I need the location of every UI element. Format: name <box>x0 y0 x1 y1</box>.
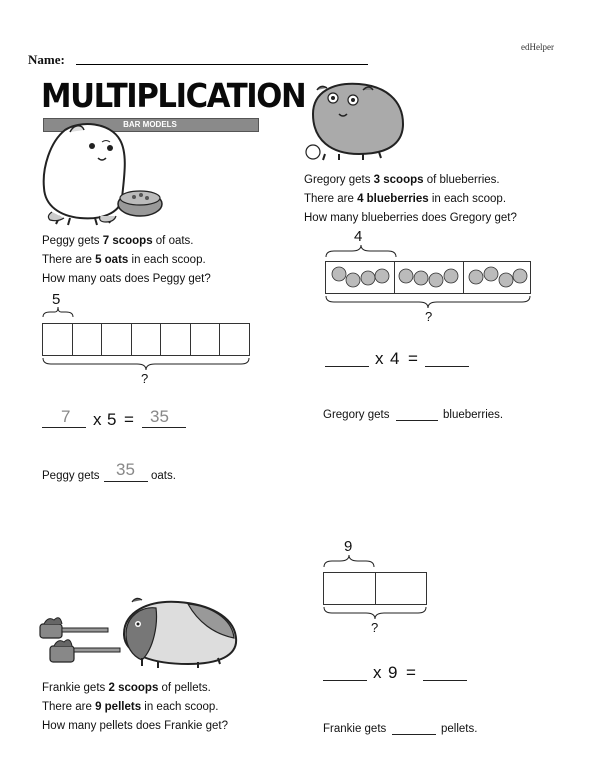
bar-cell <box>43 324 73 355</box>
problem3-line1: Frankie gets 2 scoops of pellets. <box>42 682 211 694</box>
problem2-bar-model <box>325 261 531 294</box>
problem2-times: x <box>375 349 384 368</box>
bar-cell <box>132 324 162 355</box>
guinea-pig-peggy-illustration <box>40 118 170 226</box>
problem3-times: x <box>373 663 382 682</box>
problem2-factor: 4 <box>390 349 400 368</box>
bar-cell <box>376 573 427 604</box>
problem3-group-label: 9 <box>344 538 353 555</box>
problem1-answer-left: 7 <box>61 407 71 426</box>
problem3-blank-right[interactable] <box>423 680 467 681</box>
problem3-question: How many pellets does Frankie get? <box>42 720 229 732</box>
problem2-bottom-brace <box>325 295 531 309</box>
problem2-blank-right[interactable] <box>425 366 469 367</box>
brand-label: edHelper <box>521 42 554 52</box>
bar-cell <box>102 324 132 355</box>
problem2-total-label: ? <box>425 309 433 324</box>
problem1-sentence-pre: Peggy gets <box>42 470 100 482</box>
problem3-sentence-pre: Frankie gets <box>323 723 387 735</box>
blueberries-icon <box>395 262 463 293</box>
problem2-top-brace <box>325 244 397 258</box>
page-subtitle: BAR MODELS <box>123 120 177 129</box>
blueberries-icon <box>464 262 532 293</box>
problem1-answer-right: 35 <box>150 407 169 426</box>
problem1-blank-left[interactable] <box>42 427 86 428</box>
name-input-line[interactable] <box>76 64 368 65</box>
bar-cell <box>464 262 532 293</box>
problem1-sentence-blank[interactable] <box>104 481 148 482</box>
problem2-question: How many blueberries does Gregory get? <box>304 212 517 224</box>
problem1-bottom-brace <box>42 357 250 371</box>
guinea-pig-gregory-illustration <box>303 78 413 162</box>
bar-cell <box>73 324 103 355</box>
bar-cell <box>161 324 191 355</box>
problem2-blank-left[interactable] <box>325 366 369 367</box>
problem3-factor: 9 <box>388 663 398 682</box>
problem1-sentence-answer: 35 <box>116 460 135 479</box>
problem3-total-label: ? <box>371 620 379 635</box>
problem1-equals: = <box>124 410 134 429</box>
problem2-sentence-pre: Gregory gets <box>323 409 390 421</box>
problem1-blank-right[interactable] <box>142 427 186 428</box>
blueberries-icon <box>326 262 394 293</box>
problem1-line2: There are 5 oats in each scoop. <box>42 254 206 266</box>
problem2-group-label: 4 <box>354 228 363 245</box>
problem1-total-label: ? <box>141 371 149 386</box>
problem2-equals: = <box>408 349 418 368</box>
problem3-sentence-blank[interactable] <box>392 734 436 735</box>
problem3-blank-left[interactable] <box>323 680 367 681</box>
bar-cell <box>326 262 395 293</box>
name-label: Name: <box>28 52 65 67</box>
problem3-sentence-post: pellets. <box>441 723 478 735</box>
problem2-sentence-blank[interactable] <box>396 420 438 421</box>
problem1-line1: Peggy gets 7 scoops of oats. <box>42 235 194 247</box>
problem1-question: How many oats does Peggy get? <box>42 273 211 285</box>
problem2-line2: There are 4 blueberries in each scoop. <box>304 193 507 205</box>
problem1-sentence-post: oats. <box>151 470 176 482</box>
problem1-bar-model <box>42 323 250 356</box>
problem2-sentence-post: blueberries. <box>443 409 504 421</box>
bar-cell <box>220 324 249 355</box>
problem3-equals: = <box>406 663 416 682</box>
problem3-bottom-brace <box>323 606 427 620</box>
bar-cell <box>395 262 464 293</box>
problem3-bar-model <box>323 572 427 605</box>
problem1-times: x <box>93 410 102 429</box>
problem1-group-label: 5 <box>52 291 61 308</box>
problem3-line2: There are 9 pellets in each scoop. <box>42 701 219 713</box>
problem1-factor: 5 <box>107 410 117 429</box>
bar-cell <box>191 324 221 355</box>
problem2-line1: Gregory gets 3 scoops of blueberries. <box>304 174 500 186</box>
guinea-pig-frankie-illustration <box>38 594 244 672</box>
page-title: MULTIPLICATION <box>41 76 306 115</box>
problem3-top-brace <box>323 554 375 568</box>
problem1-top-brace <box>42 306 74 318</box>
bar-cell <box>324 573 376 604</box>
